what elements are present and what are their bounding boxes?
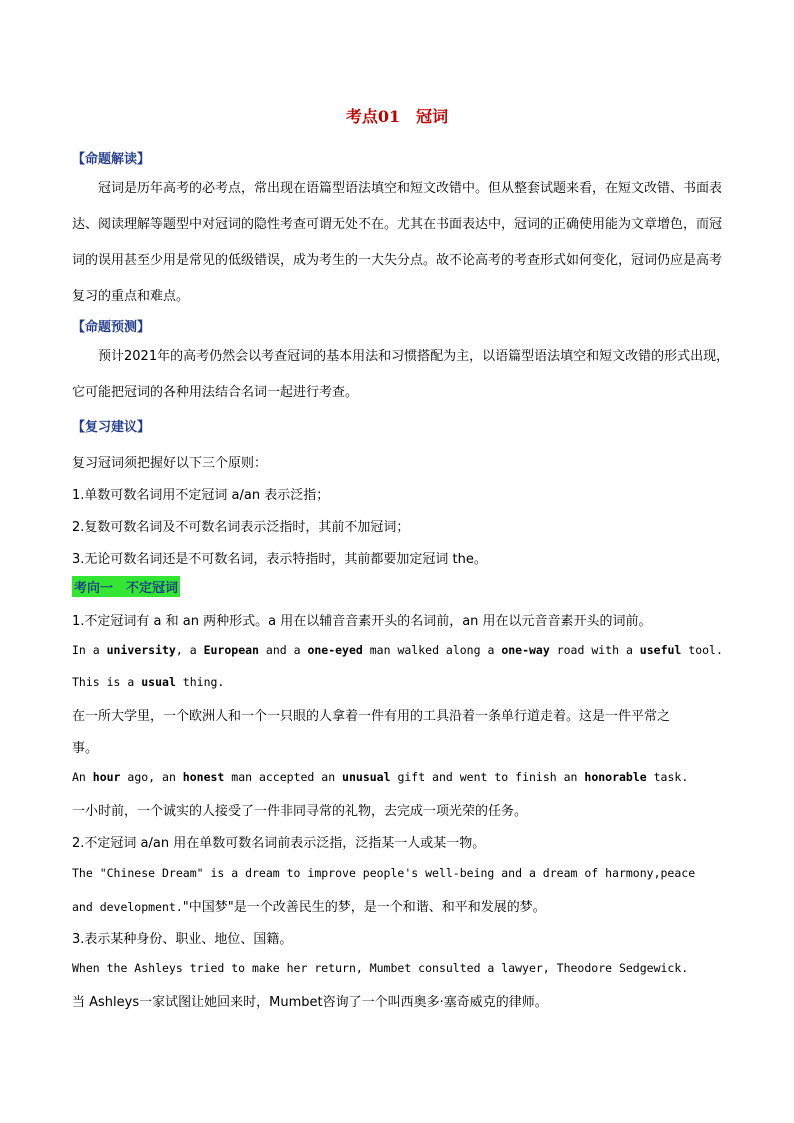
example-1-chinese-line-2: 事。 <box>72 741 99 756</box>
point-2: 2.不定冠词 a/an 用在单数可数名词前表示泛指，泛指某一人或某一物。 <box>72 836 486 851</box>
advice-item-1: 1.单数可数名词用不定冠词 a/an 表示泛指； <box>72 488 330 503</box>
example-1-english-line-1: In a university, a European and a one-eyed man walked along a one-way road with a useful tool. <box>72 643 723 657</box>
example-4-english: When the Ashleys tried to make her return, Mumbet consulted a lawyer, Theodore Sedgewick. <box>72 961 689 975</box>
section-heading-prediction: 【命题预测】 <box>72 320 151 335</box>
example-1-chinese-line-1: 在一所大学里，一个欧洲人和一个一只眼的人拿着一件有用的工具沿着一条单行道走着。这是一件平常之 <box>72 709 671 724</box>
example-1-english-line-2: This is a usual thing. <box>72 675 225 689</box>
example-3-english-line-1: The "Chinese Dream" is a dream to improve people's well-being and a dream of harmony,peace <box>72 866 696 880</box>
point-1: 1.不定冠词有 a 和 an 两种形式。a 用在以辅音音素开头的名词前，an 用在以元音音素开头的词前。 <box>72 614 652 629</box>
advice-item-2: 2.复数可数名词及不可数名词表示泛指时，其前不加冠词； <box>72 520 410 535</box>
page-title: 考点01 冠词 <box>345 107 449 126</box>
advice-item-3: 3.无论可数名词还是不可数名词，表示特指时，其前都要加定冠词 the。 <box>72 552 487 567</box>
example-3-english-line-2: and development. <box>72 900 183 914</box>
example-2-english: An hour ago, an honest man accepted an unusual gift and went to finish an honorable task. <box>72 770 689 784</box>
section-heading-interpretation: 【命题解读】 <box>72 152 151 167</box>
section-heading-advice: 【复习建议】 <box>72 420 151 435</box>
example-2-chinese: 一小时前，一个诚实的人接受了一件非同寻常的礼物，去完成一项光荣的任务。 <box>72 804 528 819</box>
example-4-chinese: 当 Ashleys一家试图让她回来时，Mumbet咨询了一个叫西奥多·塞奇威克的律师。 <box>72 995 548 1010</box>
example-3-chinese: "中国梦"是一个改善民生的梦，是一个和谐、和平和发展的梦。 <box>182 900 546 915</box>
example-3-line-2 <box>72 896 546 915</box>
point-3: 3.表示某种身份、职业、地位、国籍。 <box>72 932 293 947</box>
interpretation-paragraph: 冠词是历年高考的必考点，常出现在语篇型语法填空和短文改错中。但从整套试题来看，在短文改错、书面表达、阅读理解等题型中对冠词的隐性考查可谓无处不在。尤其在书面表达中，冠词的正确使用能为文章增色，而冠词的误用甚至少用是常见的低级错误，成为考生的一大失分点。故不论高考的考查形式如何变化，冠词仍应是高考复习的重点和难点。 <box>72 181 723 304</box>
advice-intro: 复习冠词须把握好以下三个原则： <box>72 456 268 471</box>
prediction-paragraph: 预计2021年的高考仍然会以考查冠词的基本用法和习惯搭配为主，以语篇型语法填空和短文改错的形式出现，它可能把冠词的各种用法结合名词一起进行考查。 <box>72 349 730 400</box>
direction-label-highlight: 考向一 不定冠词 <box>72 576 180 597</box>
